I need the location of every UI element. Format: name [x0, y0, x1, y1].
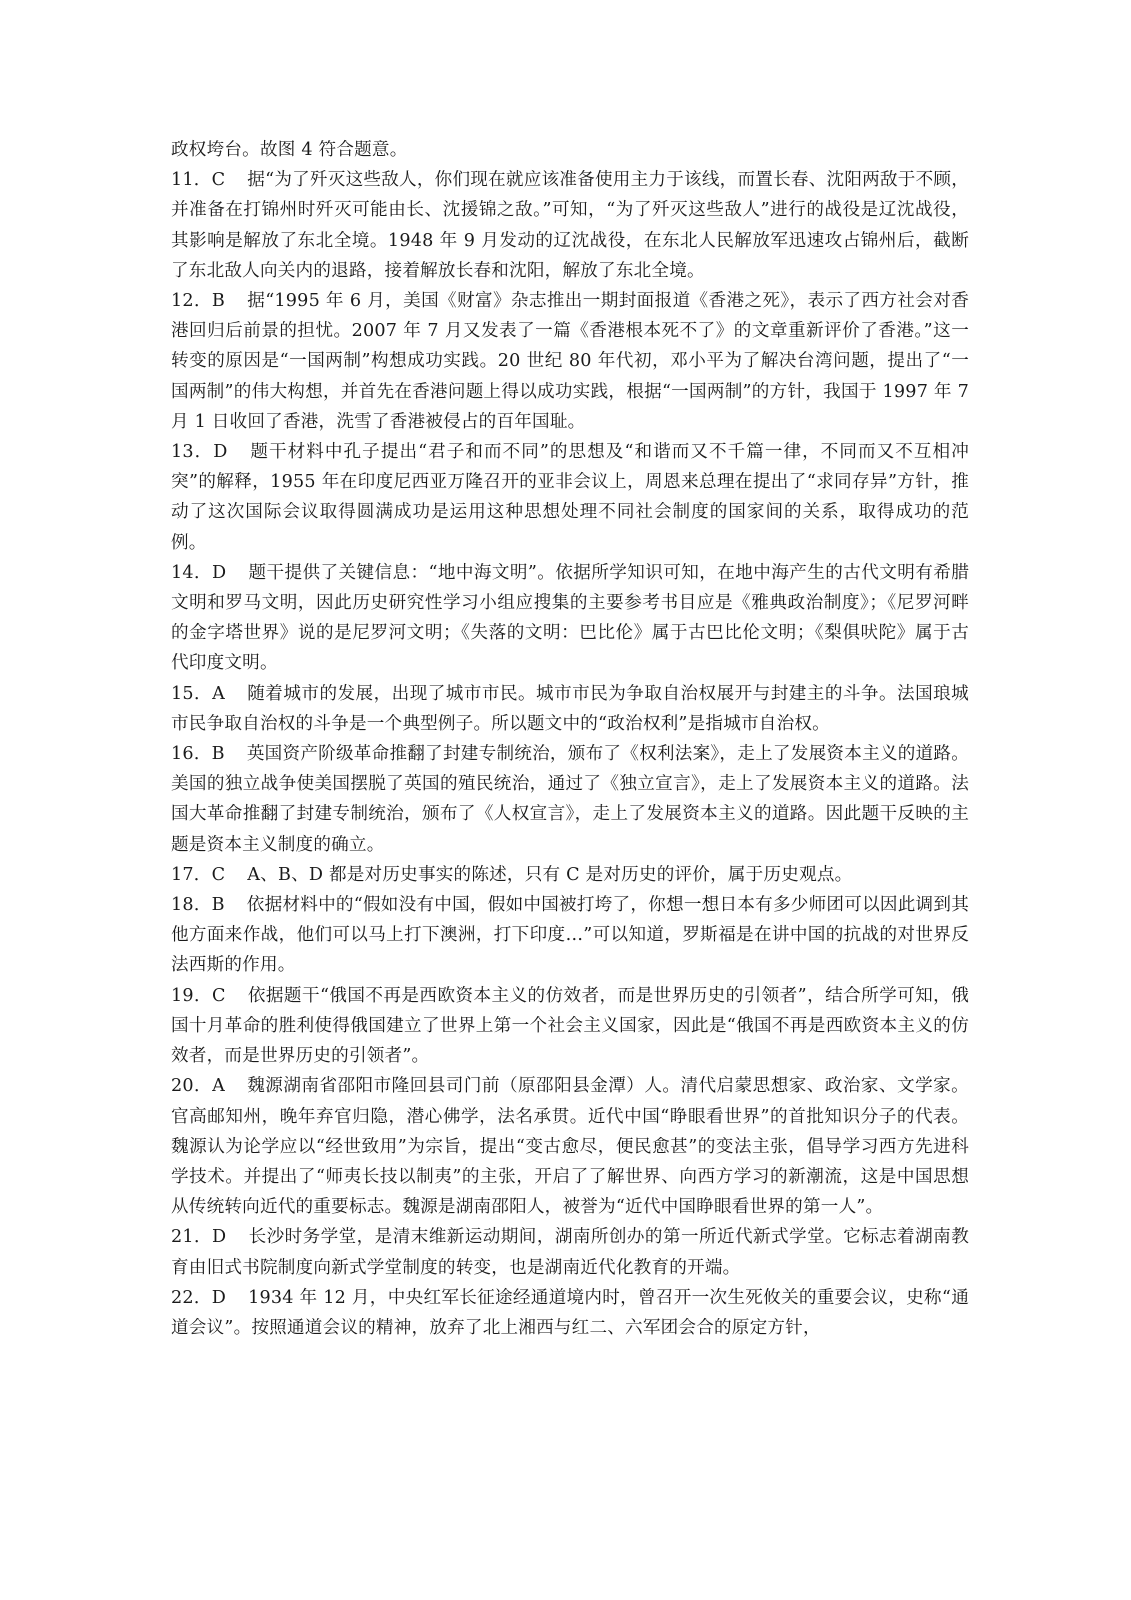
answer-number: 16．B [171, 744, 225, 765]
answer-number: 21．D [171, 1227, 227, 1248]
answer-number: 18．B [171, 895, 225, 916]
answer-explanations-page [171, 135, 969, 1343]
answer-11 [171, 165, 969, 286]
answer-20 [171, 1071, 969, 1222]
answer-22 [171, 1283, 969, 1343]
answer-12 [171, 286, 969, 437]
answer-text: 英国资产阶级革命推翻了封建专制统治，颁布了《权利法案》，走上了发展资本主义的道路。美国的独立战争使美国摆脱了英国的殖民统治，通过了《独立宣言》，走上了发展资本主义的道路。法国大革命推翻了封建专制统治，颁布了《人权宣言》，走上了发展资本主义的道路。因此题干反映的主题是资本主义制度的确立。 [171, 744, 970, 855]
answer-13 [171, 437, 969, 558]
answer-text: 随着城市的发展，出现了城市市民。城市市民为争取自治权展开与封建主的斗争。法国琅城市民争取自治权的斗争是一个典型例子。所以题文中的“政治权利”是指城市自治权。 [171, 683, 969, 734]
answer-text: 据“1995 年 6 月，美国《财富》杂志推出一期封面报道《香港之死》，表示了西方社会对香港回归后前景的担忧。2007 年 7 月又发表了一篇《香港根本死不了》的文章重新评价了香港。”这一转变的原因是“一国两制”构想成功实践。20 世纪 80 年代初，邓小平为了解决台湾问题，提出了“一国两制”的伟大构想，并首先在香港问题上得以成功实践，根据“一国两制”的方针，我国于 1997 年 7 月 1 日收回了香港，洗雪了香港被侵占的百年国耻。 [171, 291, 969, 432]
answer-text: 依据材料中的“假如没有中国，假如中国被打垮了，你想一想日本有多少师团可以因此调到其他方面来作战，他们可以马上打下澳洲，打下印度…”可以知道，罗斯福是在讲中国的抗战的对世界反法西斯的作用。 [171, 895, 969, 976]
answer-18 [171, 890, 969, 981]
answer-text: 题干提供了关键信息：“地中海文明”。依据所学知识可知，在地中海产生的古代文明有希腊文明和罗马文明，因此历史研究性学习小组应搜集的主要参考书目应是《雅典政治制度》；《尼罗河畔的金字塔世界》说的是尼罗河文明；《失落的文明：巴比伦》属于古巴比伦文明；《梨俱吠陀》属于古代印度文明。 [171, 562, 969, 674]
answer-number: 15．A [171, 683, 225, 704]
answer-text: A、B、D 都是对历史事实的陈述，只有 C 是对历史的评价，属于历史观点。 [247, 864, 853, 885]
answer-text: 魏源湖南省邵阳市隆回县司门前（原邵阳县金潭）人。清代启蒙思想家、政治家、文学家。官高邮知州，晚年弃官归隐，潜心佛学，法名承贯。近代中国“睁眼看世界”的首批知识分子的代表。 魏源认为论学应以“经世致用”为宗旨，提出“变古愈尽，便民愈甚”的变法主张，倡导学习西方先进科学技术。并提出了“师夷长技以制夷”的主张，开启了了解世界、向西方学习的新潮流，这是中国思想从传统转向近代的重要标志。魏源是湖南邵阳人，被誉为“近代中国睁眼看世界的第一人”。 [171, 1076, 969, 1218]
answer-text: 据“为了歼灭这些敌人，你们现在就应该准备使用主力于该线，而置长春、沈阳两敌于不顾，并准备在打锦州时歼灭可能由长、沈援锦之敌。”可知，“为了歼灭这些敌人”进行的战役是辽沈战役，其影响是解放了东北全境。1948 年 9 月发动的辽沈战役，在东北人民解放军迅速攻占锦州后，截断了东北敌人向关内的退路，接着解放长春和沈阳，解放了东北全境。 [171, 170, 969, 281]
answer-text: 题干材料中孔子提出“君子和而不同”的思想及“和谐而又不千篇一律，不同而又不互相冲突”的解释，1955 年在印度尼西亚万隆召开的亚非会议上，周恩来总理在提出了“求同存异”方针，推动了这次国际会议取得圆满成功是运用这种思想处理不同社会制度的国家间的关系，取得成功的范例。 [171, 442, 969, 553]
answer-14 [171, 558, 969, 679]
answer-17 [171, 860, 969, 890]
answer-number: 14．D [171, 562, 227, 583]
answer-21 [171, 1222, 969, 1282]
answer-19 [171, 981, 969, 1072]
answer-16 [171, 739, 969, 860]
answer-number: 11．C [171, 170, 226, 191]
answer-number: 19．C [171, 985, 226, 1006]
answer-number: 12．B [171, 291, 226, 312]
answer-number: 22．D [171, 1287, 227, 1308]
answer-number: 13．D [171, 442, 228, 463]
answer-text: 1934 年 12 月，中央红军长征途经通道境内时，曾召开一次生死攸关的重要会议，史称“通道会议”。按照通道会议的精神，放弃了北上湘西与红二、六军团会合的原定方针， [171, 1287, 969, 1338]
answer-number: 20．A [171, 1076, 225, 1097]
answer-text: 依据题干“俄国不再是西欧资本主义的仿效者，而是世界历史的引领者”，结合所学可知，俄国十月革命的胜利使得俄国建立了世界上第一个社会主义国家，因此是“俄国不再是西欧资本主义的仿效者，而是世界历史的引领者”。 [171, 985, 969, 1067]
intro-paragraph: 政权垮台。故图 4 符合题意。 [171, 140, 408, 160]
answer-text: 长沙时务学堂，是清末维新运动期间，湖南所创办的第一所近代新式学堂。它标志着湖南教育由旧式书院制度向新式学堂制度的转变，也是湖南近代化教育的开端。 [171, 1227, 969, 1278]
answer-15 [171, 679, 969, 739]
answer-number: 17．C [171, 864, 226, 885]
